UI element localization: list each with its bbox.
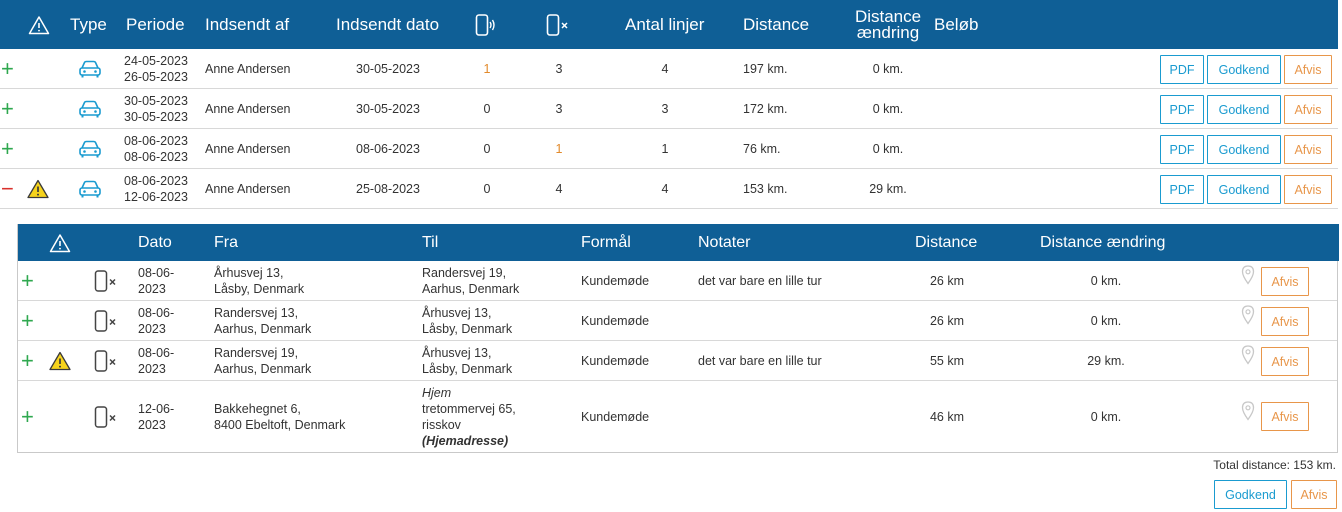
trip-purpose: Kundemøde xyxy=(581,313,650,328)
from-line2: Låsby, Denmark xyxy=(214,281,305,296)
header-trip-distance[interactable]: Distance xyxy=(915,233,978,251)
car-icon xyxy=(78,169,102,209)
map-pin-icon[interactable] xyxy=(1241,381,1255,440)
phone-x-icon xyxy=(94,261,120,300)
trip-date xyxy=(138,341,174,380)
from-line2: Aarhus, Denmark xyxy=(214,361,312,376)
expand-button[interactable]: + xyxy=(1,96,14,121)
period-cell xyxy=(124,89,188,129)
distance: 76 km. xyxy=(743,142,781,156)
trip-row[interactable] xyxy=(18,261,1337,301)
header-date[interactable]: Dato xyxy=(138,233,172,251)
trip-to xyxy=(422,341,512,380)
trip-distance: 46 km xyxy=(929,409,965,424)
date-line1: 08-06- xyxy=(138,345,175,360)
header-type[interactable]: Type xyxy=(70,14,107,34)
date-line1: 12-06- xyxy=(138,401,175,416)
period-to: 26-05-2023 xyxy=(124,70,188,84)
phone-x-icon xyxy=(94,341,120,380)
reject-trip-button[interactable]: Afvis xyxy=(1261,307,1309,336)
trip-to xyxy=(422,261,519,300)
approve-button[interactable]: Godkend xyxy=(1207,95,1281,124)
period-to: 12-06-2023 xyxy=(124,190,188,204)
pdf-button[interactable]: PDF xyxy=(1160,175,1204,204)
distance-change: 0 km. xyxy=(872,142,904,156)
header-amount[interactable]: Beløb xyxy=(934,14,979,34)
warning-icon xyxy=(49,341,71,380)
to-line1: Århusvej 13, xyxy=(422,305,492,320)
missing-count: 3 xyxy=(555,102,563,116)
to-label: Hjem xyxy=(422,385,452,400)
missing-count: 4 xyxy=(555,182,563,196)
pdf-button[interactable]: PDF xyxy=(1160,95,1204,124)
reject-button[interactable]: Afvis xyxy=(1284,95,1332,124)
trip-row[interactable] xyxy=(18,381,1337,452)
to-line1: Randersvej 19, xyxy=(422,265,507,280)
from-line1: Århusvej 13, xyxy=(214,265,284,280)
header-purpose[interactable]: Formål xyxy=(581,233,631,251)
pdf-button[interactable]: PDF xyxy=(1160,135,1204,164)
date-line2: 2023 xyxy=(138,417,166,432)
distance: 197 km. xyxy=(743,62,788,76)
to-note: (Hjemadresse) xyxy=(422,433,509,448)
expand-button[interactable]: + xyxy=(1,56,14,81)
submitted-by: Anne Andersen xyxy=(205,182,291,196)
header-from[interactable]: Fra xyxy=(214,233,238,251)
trip-date xyxy=(138,301,174,340)
car-icon xyxy=(78,129,102,169)
signal-count: 0 xyxy=(483,142,491,156)
reject-button[interactable]: Afvis xyxy=(1284,135,1332,164)
from-line2: Aarhus, Denmark xyxy=(214,321,312,336)
warning-icon xyxy=(27,169,49,209)
header-submitted-by[interactable]: Indsendt af xyxy=(205,14,290,34)
date-line1: 08-06- xyxy=(138,305,175,320)
header-distance-change-line2: ændring xyxy=(856,22,920,42)
approve-button[interactable]: Godkend xyxy=(1207,135,1281,164)
distance: 153 km. xyxy=(743,182,788,196)
trip-to xyxy=(422,301,512,340)
missing-count: 3 xyxy=(555,62,563,76)
period-cell xyxy=(124,169,188,209)
map-pin-icon[interactable] xyxy=(1241,261,1255,289)
trip-from xyxy=(214,261,304,300)
period-from: 24-05-2023 xyxy=(124,54,188,68)
trip-notes: det var bare en lille tur xyxy=(698,273,822,288)
signal-count: 0 xyxy=(483,102,491,116)
reject-all-button[interactable]: Afvis xyxy=(1291,480,1337,509)
reject-trip-button[interactable]: Afvis xyxy=(1261,347,1309,376)
trip-from xyxy=(214,381,345,452)
phone-x-icon xyxy=(94,381,120,452)
period-to: 30-05-2023 xyxy=(124,110,188,124)
period-from: 30-05-2023 xyxy=(124,94,188,108)
expand-button[interactable]: + xyxy=(21,267,34,293)
trip-row[interactable] xyxy=(18,301,1337,341)
trip-from xyxy=(214,301,311,340)
trip-distance: 55 km xyxy=(929,353,965,368)
collapse-button[interactable]: − xyxy=(1,176,14,201)
expand-button[interactable]: + xyxy=(21,307,34,333)
from-line1: Randersvej 19, xyxy=(214,345,299,360)
trip-date xyxy=(138,381,174,452)
distance-change: 0 km. xyxy=(872,62,904,76)
expand-button[interactable]: + xyxy=(21,403,34,429)
header-notes[interactable]: Notater xyxy=(698,233,751,251)
header-line-count[interactable]: Antal linjer xyxy=(625,14,705,34)
trip-purpose: Kundemøde xyxy=(581,273,650,288)
submitted-by: Anne Andersen xyxy=(205,142,291,156)
distance-change: 29 km. xyxy=(869,182,907,196)
reject-button[interactable]: Afvis xyxy=(1284,55,1332,84)
trip-distance: 26 km xyxy=(929,313,965,328)
submitted-date: 08-06-2023 xyxy=(356,142,420,156)
header-distance-change[interactable] xyxy=(855,0,921,49)
trip-to xyxy=(422,381,516,452)
submitted-by: Anne Andersen xyxy=(205,102,291,116)
date-line2: 2023 xyxy=(138,321,166,336)
warning-icon xyxy=(27,0,51,49)
trip-distance-change: 0 km. xyxy=(1090,409,1122,424)
trip-distance-change: 29 km. xyxy=(1087,353,1125,368)
from-line1: Randersvej 13, xyxy=(214,305,299,320)
approve-button[interactable]: Godkend xyxy=(1207,175,1281,204)
warning-icon xyxy=(49,224,71,261)
expand-button[interactable]: + xyxy=(21,347,34,373)
reject-trip-button[interactable]: Afvis xyxy=(1261,402,1309,431)
trip-distance-change: 0 km. xyxy=(1090,313,1122,328)
signal-count: 1 xyxy=(483,62,491,76)
submitted-date: 30-05-2023 xyxy=(356,62,420,76)
trip-row[interactable] xyxy=(18,341,1337,381)
line-count: 4 xyxy=(661,62,669,76)
header-to[interactable]: Til xyxy=(422,233,439,251)
reject-button[interactable]: Afvis xyxy=(1284,175,1332,204)
approve-all-button[interactable]: Godkend xyxy=(1214,480,1287,509)
period-from: 08-06-2023 xyxy=(124,174,188,188)
map-pin-icon[interactable] xyxy=(1241,341,1255,369)
map-pin-icon[interactable] xyxy=(1241,301,1255,329)
header-trip-distance-change[interactable]: Distance ændring xyxy=(1040,233,1166,251)
date-line1: 08-06- xyxy=(138,265,175,280)
missing-count: 1 xyxy=(555,142,563,156)
trip-distance: 26 km xyxy=(929,273,965,288)
header-distance-change-line1: Distance xyxy=(854,6,922,26)
period-to: 08-06-2023 xyxy=(124,150,188,164)
header-distance[interactable]: Distance xyxy=(743,14,810,34)
signal-count: 0 xyxy=(483,182,491,196)
trip-distance-change: 0 km. xyxy=(1090,273,1122,288)
trip-purpose: Kundemøde xyxy=(581,409,650,424)
trip-table-header xyxy=(18,224,1339,261)
submitted-date: 30-05-2023 xyxy=(356,102,420,116)
reject-trip-button[interactable]: Afvis xyxy=(1261,267,1309,296)
date-line2: 2023 xyxy=(138,281,166,296)
car-icon xyxy=(78,49,102,89)
from-line2: 8400 Ebeltoft, Denmark xyxy=(214,417,346,432)
period-from: 08-06-2023 xyxy=(124,134,188,148)
trip-detail-table xyxy=(17,224,1338,453)
period-cell xyxy=(124,49,188,89)
main-table-header xyxy=(0,0,1338,49)
distance: 172 km. xyxy=(743,102,788,116)
trip-purpose: Kundemøde xyxy=(581,353,650,368)
header-submitted-date[interactable]: Indsendt dato xyxy=(336,14,440,34)
to-line2: risskov xyxy=(422,417,461,432)
trip-notes: det var bare en lille tur xyxy=(698,353,822,368)
trip-from xyxy=(214,341,311,380)
line-count: 4 xyxy=(661,182,669,196)
submitted-date: 25-08-2023 xyxy=(356,182,420,196)
approve-button[interactable]: Godkend xyxy=(1207,55,1281,84)
pdf-button[interactable]: PDF xyxy=(1160,55,1204,84)
from-line1: Bakkehegnet 6, xyxy=(214,401,301,416)
table-row[interactable] xyxy=(0,129,1338,169)
expand-button[interactable]: + xyxy=(1,136,14,161)
car-icon xyxy=(78,89,102,129)
total-distance: Total distance: 153 km. xyxy=(1213,458,1336,472)
to-line2: Låsby, Denmark xyxy=(422,361,513,376)
to-line2: Aarhus, Denmark xyxy=(422,281,520,296)
table-row[interactable] xyxy=(0,49,1338,89)
trip-date xyxy=(138,261,174,300)
submitted-by: Anne Andersen xyxy=(205,62,291,76)
line-count: 3 xyxy=(661,102,669,116)
line-count: 1 xyxy=(661,142,669,156)
to-line2: Låsby, Denmark xyxy=(422,321,513,336)
table-row[interactable] xyxy=(0,89,1338,129)
date-line2: 2023 xyxy=(138,361,166,376)
period-cell xyxy=(124,129,188,169)
distance-change: 0 km. xyxy=(872,102,904,116)
table-row[interactable] xyxy=(0,169,1338,209)
phone-x-icon xyxy=(94,301,120,340)
to-line1: tretommervej 65, xyxy=(422,401,516,416)
to-line1: Århusvej 13, xyxy=(422,345,492,360)
phone-signal-icon xyxy=(474,0,498,49)
phone-x-icon xyxy=(546,0,572,49)
header-period[interactable]: Periode xyxy=(126,14,185,34)
